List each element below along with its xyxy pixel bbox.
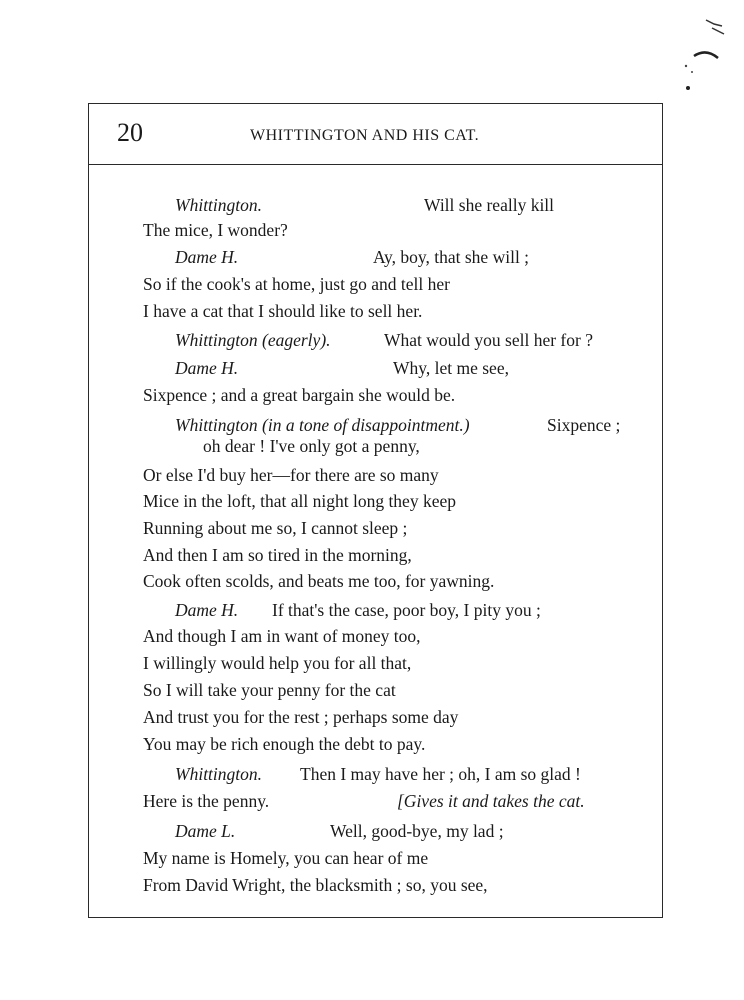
verse-line: Then I may have her ; oh, I am so glad !: [300, 764, 581, 784]
speaker-name: Whittington (in a tone of disappointment.): [175, 415, 470, 435]
verse-line: [175, 414, 470, 436]
verse-line: Sixpence ; and a great bargain she would be.: [143, 385, 456, 405]
frame-bottom-border: [88, 917, 663, 918]
verse-line: [175, 763, 262, 785]
frame-left-border: [88, 103, 89, 918]
verse-line: And trust you for the rest ; perhaps some day: [143, 707, 459, 727]
verse-line: [175, 820, 235, 842]
header-rule: [88, 164, 663, 165]
page-number: 20: [117, 118, 143, 147]
verse-line: Here is the penny.: [143, 791, 270, 811]
verse-line: Well, good-bye, my lad ;: [330, 821, 504, 841]
verse-line: So if the cook's at home, just go and tell her: [143, 274, 450, 294]
stage-direction: [Gives it and takes the cat.: [397, 791, 585, 811]
verse-line: Running about me so, I cannot sleep ;: [143, 518, 408, 538]
verse-line: [175, 357, 238, 379]
verse-line: [175, 329, 331, 351]
verse-line: You may be rich enough the debt to pay.: [143, 734, 426, 754]
speaker-name: Whittington (eagerly).: [175, 330, 331, 350]
verse-line: I have a cat that I should like to sell her.: [143, 301, 423, 321]
speaker-name: Dame H.: [175, 247, 239, 267]
frame-top-border: [88, 103, 662, 104]
running-title: WHITTINGTON AND HIS CAT.: [250, 127, 480, 144]
verse-line: Will she really kill: [424, 195, 555, 215]
verse-line: Sixpence ;: [547, 415, 621, 435]
verse-line: Or else I'd buy her—for there are so many: [143, 465, 439, 485]
verse-line: [175, 194, 262, 216]
verse-line: Why, let me see,: [393, 358, 509, 378]
verse-line: If that's the case, poor boy, I pity you ;: [272, 600, 541, 620]
speaker-name: Whittington.: [175, 764, 263, 784]
verse-line: The mice, I wonder?: [143, 220, 288, 240]
speaker-name: Whittington.: [175, 195, 263, 215]
verse-line: My name is Homely, you can hear of me: [143, 848, 429, 868]
verse-line: Mice in the loft, that all night long they keep: [143, 491, 456, 511]
verse-line: From David Wright, the blacksmith ; so, you see,: [143, 875, 488, 895]
speaker-name: Dame L.: [175, 821, 236, 841]
verse-line: Ay, boy, that she will ;: [373, 247, 530, 267]
verse-line: I willingly would help you for all that,: [143, 653, 412, 673]
verse-line: [175, 246, 238, 268]
verse-line: And then I am so tired in the morning,: [143, 545, 412, 565]
verse-line: What would you sell her for ?: [384, 330, 593, 350]
ink-specks-decoration: [672, 14, 732, 94]
verse-line: oh dear ! I've only got a penny,: [203, 436, 420, 456]
frame-right-border: [662, 103, 663, 918]
verse-line: And though I am in want of money too,: [143, 626, 421, 646]
verse-line: Cook often scolds, and beats me too, for yawning.: [143, 571, 495, 591]
verse-line: [175, 599, 238, 621]
speaker-name: Dame H.: [175, 358, 239, 378]
speaker-name: Dame H.: [175, 600, 239, 620]
verse-line: So I will take your penny for the cat: [143, 680, 396, 700]
